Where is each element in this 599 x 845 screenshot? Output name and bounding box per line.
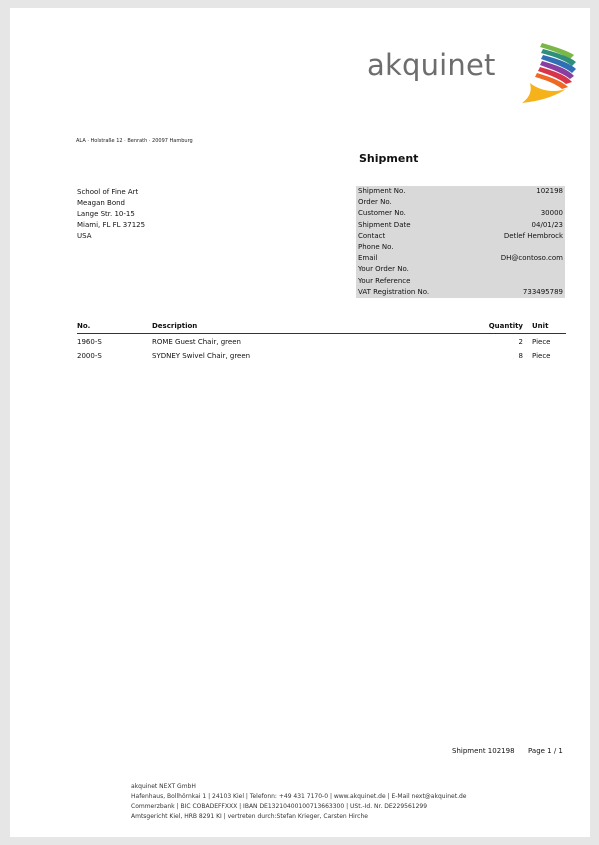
company-footer (131, 782, 467, 822)
company-logo-text: akquinet (367, 48, 496, 82)
info-value: DH@contoso.com (500, 254, 563, 263)
document-page (10, 8, 590, 837)
company-footer-line: Hafenhaus, Bollhörnkai 1 | 24103 Kiel | Telefonn: +49 431 7170-0 | www.akquinet.de | E-Mail next@akquinet.de (131, 793, 467, 800)
company-footer-line: Commerzbank | BIC COBADEFFXXX | IBAN DE13210400100713663300 | USt.-Id. Nr. DE229561299 (131, 803, 428, 810)
info-value: 102198 (536, 187, 563, 195)
cell-no: 2000-S (77, 352, 102, 360)
column-header-unit: Unit (532, 322, 549, 330)
company-logo-icon (510, 41, 582, 111)
info-value: 733495789 (522, 287, 563, 296)
company-footer-line: akquinet NEXT GmbH (131, 783, 196, 790)
info-label: Your Reference (358, 276, 411, 285)
info-label: Shipment No. (358, 187, 406, 195)
cell-quantity: 2 (518, 338, 523, 346)
info-label: Email (358, 254, 378, 263)
info-label: Customer No. (358, 209, 406, 218)
cell-unit: Piece (532, 352, 551, 360)
info-value: 04/01/23 (531, 220, 563, 229)
info-label: VAT Registration No. (358, 287, 430, 296)
info-label: Contact (358, 231, 386, 240)
address-line: Meagan Bond (77, 199, 125, 207)
info-row-email (356, 253, 565, 264)
column-header-quantity: Quantity (488, 322, 523, 330)
info-label: Your Order No. (358, 265, 409, 274)
shipment-info-box (356, 186, 565, 298)
address-line: School of Fine Art (77, 188, 139, 196)
page-number: Page 1 / 1 (528, 747, 563, 755)
info-label: Shipment Date (358, 220, 411, 229)
column-header-description: Description (152, 322, 198, 330)
info-row-your-reference (356, 276, 565, 287)
table-header-divider (77, 333, 566, 334)
cell-description: ROME Guest Chair, green (152, 338, 241, 346)
sender-address-line: ALA · Holstraße 12 · Benrath · 20097 Hamburg (76, 138, 193, 144)
info-row-customer-no (356, 208, 565, 219)
table-row (77, 352, 566, 363)
info-row-your-order-no (356, 264, 565, 275)
info-row-contact (356, 231, 565, 242)
recipient-address (77, 187, 145, 242)
address-line: USA (77, 232, 92, 240)
info-row-order-no (356, 197, 565, 208)
info-row-phone-no (356, 242, 565, 253)
info-value: Detlef Hembrock (503, 231, 563, 240)
address-line: Lange Str. 10-15 (77, 210, 135, 218)
footer-shipment-reference: Shipment 102198 (452, 747, 515, 755)
info-row-shipment-date (356, 220, 565, 231)
info-label: Order No. (358, 198, 392, 207)
info-row-shipment-no (356, 186, 565, 197)
logo-stripes (522, 43, 576, 103)
column-header-no: No. (77, 322, 91, 330)
cell-quantity: 8 (518, 352, 523, 360)
cell-no: 1960-S (77, 338, 102, 346)
cell-description: SYDNEY Swivel Chair, green (152, 352, 251, 360)
info-value: 30000 (540, 209, 563, 218)
table-row (77, 338, 566, 349)
info-row-vat-registration-no (356, 287, 565, 298)
info-label: Phone No. (358, 242, 394, 251)
company-footer-line: Amtsgericht Kiel, HRB 8291 KI | vertreten durch:Stefan Krieger, Carsten Hirche (131, 813, 368, 820)
address-line: Miami, FL FL 37125 (77, 221, 146, 229)
document-title: Shipment (359, 152, 419, 165)
cell-unit: Piece (532, 338, 551, 346)
